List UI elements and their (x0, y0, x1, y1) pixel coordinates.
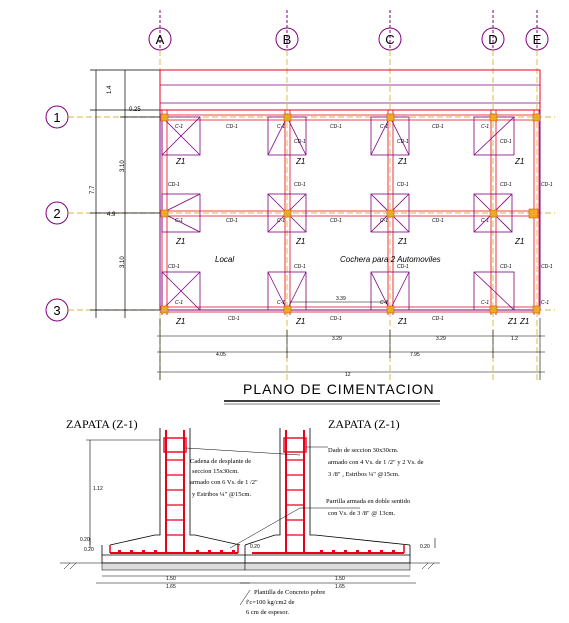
z1-label: Z1 (515, 237, 525, 246)
axis-label-b: B (282, 32, 292, 47)
detail-left-height-dim (86, 440, 160, 545)
detail-left-dim-3: 1.50 (166, 576, 176, 582)
z1-label: Z1 (296, 157, 306, 166)
c1-label: C-1 (481, 218, 490, 224)
axis-label-a: A (155, 32, 165, 47)
note-line: y Estribos ¼" @15cm. (192, 491, 252, 498)
cd1-label: CD-1 (432, 316, 444, 322)
cd1-label: CD-1 (397, 139, 409, 145)
detail-right-note-grid (326, 498, 410, 517)
z1-label: Z1 (398, 237, 408, 246)
note-line: f'c=100 kg/cm2 de (246, 599, 295, 606)
cd1-label: CD-1 (500, 182, 512, 188)
cd1-label: CD-1 (294, 182, 306, 188)
note-line: armado con 6 Vs. de 1 /2" (190, 479, 258, 486)
z1-labels (175, 157, 529, 326)
room-label-local: Local (215, 255, 235, 264)
columns (161, 114, 540, 313)
c1-label: C-1 (380, 300, 389, 306)
dim-left-3: 3.10 (120, 160, 126, 172)
cd1-label: CD-1 (541, 264, 553, 270)
detail-left-dim-2: 0.20 (84, 547, 94, 553)
c1-label: C-1 (380, 218, 389, 224)
note-line: armado con 4 Vs. de 1 /2" y 2 Vs. de (328, 459, 424, 466)
cd1-label: CD-1 (330, 218, 342, 224)
cd1-label: CD-1 (294, 264, 306, 270)
dim-bottom-4: 1.2 (511, 336, 518, 342)
note-line: seccion 15x30cm. (192, 468, 239, 475)
c1-label: C-1 (481, 124, 490, 130)
dim-inner: 3.39 (336, 296, 346, 302)
bottom-dimension-lines (157, 318, 545, 380)
z1-label: Z1 (296, 317, 306, 326)
plan-title: PLANO DE CIMENTACION (243, 381, 435, 397)
note-line: con Vs. de 3 /8" @ 13cm. (328, 510, 396, 517)
z1-label: Z1 (398, 317, 408, 326)
axis-label-d: D (488, 32, 498, 47)
cd1-label: CD-1 (500, 139, 512, 145)
detail-right-dim-4: 1.65 (335, 584, 345, 590)
z1-label: Z1 (176, 157, 186, 166)
dim-left-2: 0.25 (129, 107, 141, 113)
dim-bottom-1: 4.05 (216, 352, 226, 358)
z1-label: Z1 (508, 317, 518, 326)
axis-label-1: 1 (53, 110, 61, 125)
note-line: Parrilla armada en doble sentido (326, 498, 411, 505)
cd1-label: CD-1 (228, 316, 240, 322)
z1-label: Z1 (176, 317, 186, 326)
dim-left-5: 3.10 (120, 256, 126, 268)
dim-left-6: 4.9 (107, 212, 116, 218)
z1-label: Z1 (520, 317, 530, 326)
dim-bottom-3: 3.29 (436, 336, 446, 342)
note-line: Dado de seccion 30x30cm. (328, 447, 399, 454)
note-line: 3 /8" , Estribos ¼" @15cm. (328, 471, 400, 478)
detail-right-lean-concrete (245, 563, 410, 570)
axis-dash-lines (68, 50, 555, 380)
detail-left-lean-concrete (102, 563, 245, 570)
note-line: Plantilla de Concreto pobre (254, 589, 326, 596)
c1-label: C-1 (277, 300, 286, 306)
dim-bottom-6: 12 (345, 372, 351, 378)
cd1-label: CD-1 (226, 124, 238, 130)
cd1-label: CD-1 (226, 218, 238, 224)
detail-dim-lines (90, 538, 435, 583)
c1-label: C-1 (481, 300, 490, 306)
detail-left-dim-1: 0.20 (80, 537, 90, 543)
cd1-label: CD-1 (168, 182, 180, 188)
cd1-label: CD-1 (541, 182, 553, 188)
c1-label: C-1 (175, 300, 184, 306)
cd1-label: CD-1 (500, 264, 512, 270)
c1-label: C-1 (541, 300, 550, 306)
detail-left-title: ZAPATA (Z-1) (66, 417, 138, 431)
detail-right-dim-2: 0.20 (420, 544, 430, 550)
detail-right-dim-1: 0.20 (250, 544, 260, 550)
footings (162, 117, 514, 310)
dim-bottom-2: 3.29 (332, 336, 342, 342)
c1-label: C-1 (175, 218, 184, 224)
z1-label: Z1 (176, 237, 186, 246)
detail-left-height: 1.12 (93, 486, 103, 492)
dim-left-4: 7.7 (90, 185, 96, 194)
cd1-label: CD-1 (397, 264, 409, 270)
z1-label: Z1 (515, 157, 525, 166)
detail-right-note (328, 447, 424, 478)
left-dimension-lines (90, 70, 160, 318)
plan-outline (160, 70, 540, 315)
axis-label-e: E (532, 32, 542, 47)
z1-label: Z1 (398, 157, 408, 166)
note-line: Cadena de desplante de (190, 458, 252, 465)
cd1-label: CD-1 (168, 264, 180, 270)
cd1-label: CD-1 (330, 316, 342, 322)
concrete-note (246, 589, 325, 616)
detail-right-dim-3: 1.50 (335, 576, 345, 582)
c1-label: C-1 (277, 124, 286, 130)
detail-left-stirrups (166, 460, 184, 535)
dim-left-1: 1.4 (107, 85, 113, 94)
detail-left-dim-4: 1.65 (166, 584, 176, 590)
detail-right-title: ZAPATA (Z-1) (328, 417, 400, 431)
axis-label-c: C (385, 32, 395, 47)
axis-label-2: 2 (53, 206, 61, 221)
c1-label: C-1 (277, 218, 286, 224)
cd1-label: CD-1 (432, 218, 444, 224)
cd1-label: CD-1 (330, 124, 342, 130)
detail-left-note (190, 458, 258, 498)
cd1-label: CD-1 (432, 124, 444, 130)
row-axis-labels (53, 110, 60, 318)
axis-label-3: 3 (53, 303, 61, 318)
left-dimension-texts (90, 85, 141, 268)
z1-label: Z1 (296, 237, 306, 246)
note-line: 6 cm de espesor. (246, 609, 289, 616)
detail-right-stirrups (286, 460, 304, 535)
c1-label: C-1 (380, 124, 389, 130)
room-label-garage: Cochera para 2 Automoviles (340, 255, 441, 264)
dim-bottom-5: 7.95 (410, 352, 420, 358)
c1-label: C-1 (175, 124, 184, 130)
cd1-label: CD-1 (397, 182, 409, 188)
cd1-label: CD-1 (294, 139, 306, 145)
